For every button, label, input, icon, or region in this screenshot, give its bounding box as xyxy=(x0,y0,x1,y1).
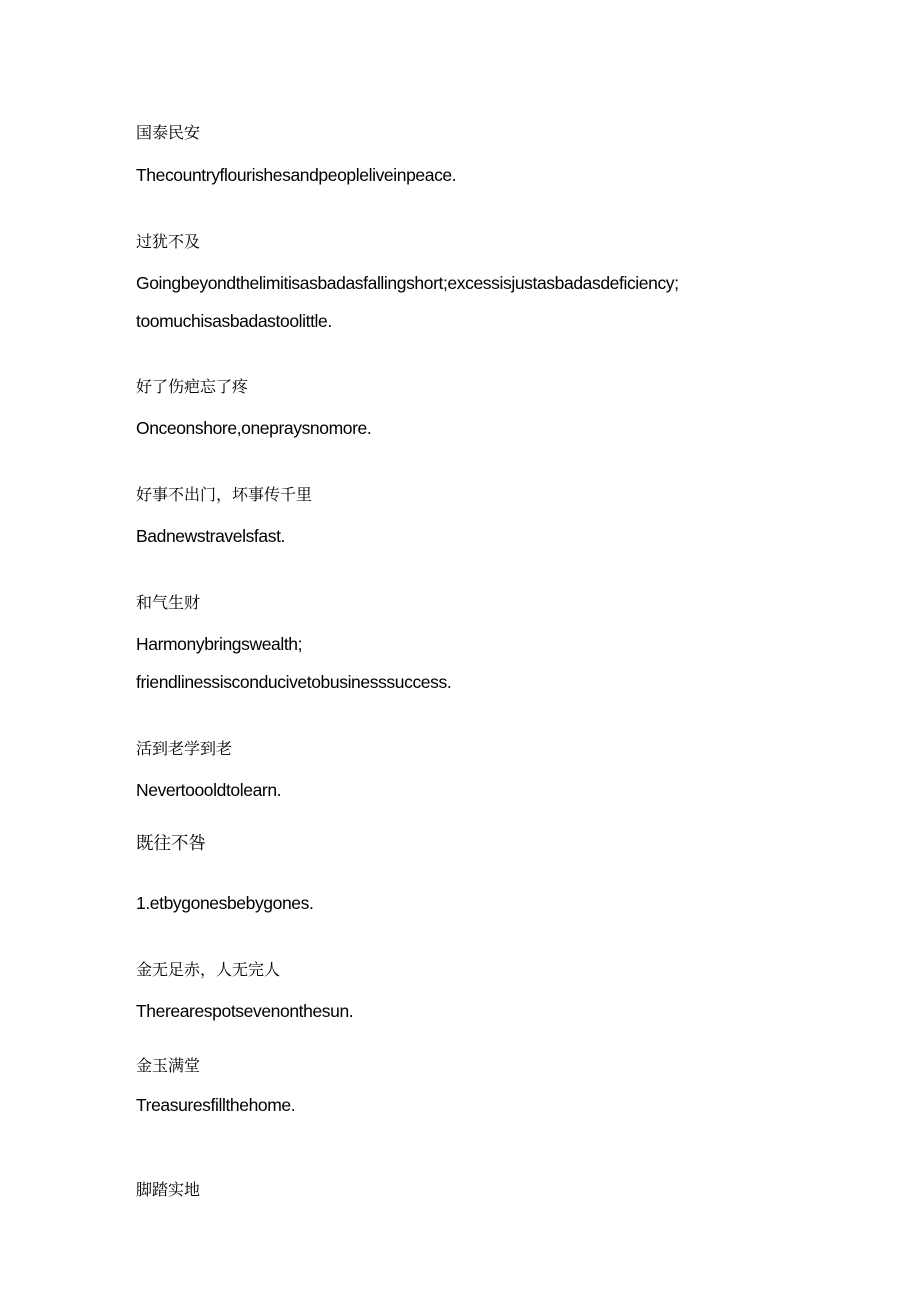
idiom-zh: 好事不出门，坏事传千里 xyxy=(136,485,313,504)
idiom-en: Therearespotsevenonthesun. xyxy=(136,1001,354,1021)
idiom-en: Treasuresfillthehome. xyxy=(136,1095,296,1115)
idiom-zh: 脚踏实地 xyxy=(136,1180,201,1199)
idiom-en: 1.etbygonesbebygones. xyxy=(136,893,314,913)
idiom-zh: 金无足赤，人无完人 xyxy=(136,960,281,979)
idiom-en: Thecountryflourishesandpeopleliveinpeace. xyxy=(136,165,457,185)
idiom-en: friendlinessisconducivetobusinesssuccess. xyxy=(136,672,452,692)
idiom-zh: 既往不咎 xyxy=(136,834,206,854)
idiom-zh: 国泰民安 xyxy=(136,123,201,142)
idiom-en: Nevertoooldtolearn. xyxy=(136,780,282,800)
idiom-zh: 好了伤疤忘了疼 xyxy=(136,377,249,396)
idiom-en: toomuchisasbadastoolittle. xyxy=(136,311,332,331)
idiom-zh: 金玉满堂 xyxy=(136,1056,201,1075)
idiom-en: Badnewstravelsfast. xyxy=(136,526,286,546)
idiom-en: Harmonybringswealth; xyxy=(136,634,303,654)
idiom-zh: 过犹不及 xyxy=(136,232,201,251)
idiom-en: Onceonshore,onepraysnomore. xyxy=(136,418,372,438)
idiom-zh: 和气生财 xyxy=(136,593,201,612)
idiom-en: Goingbeyondthelimitisasbadasfallingshort;excessisjustasbadasdeficiency; xyxy=(136,273,679,293)
idiom-zh: 活到老学到老 xyxy=(136,739,233,758)
